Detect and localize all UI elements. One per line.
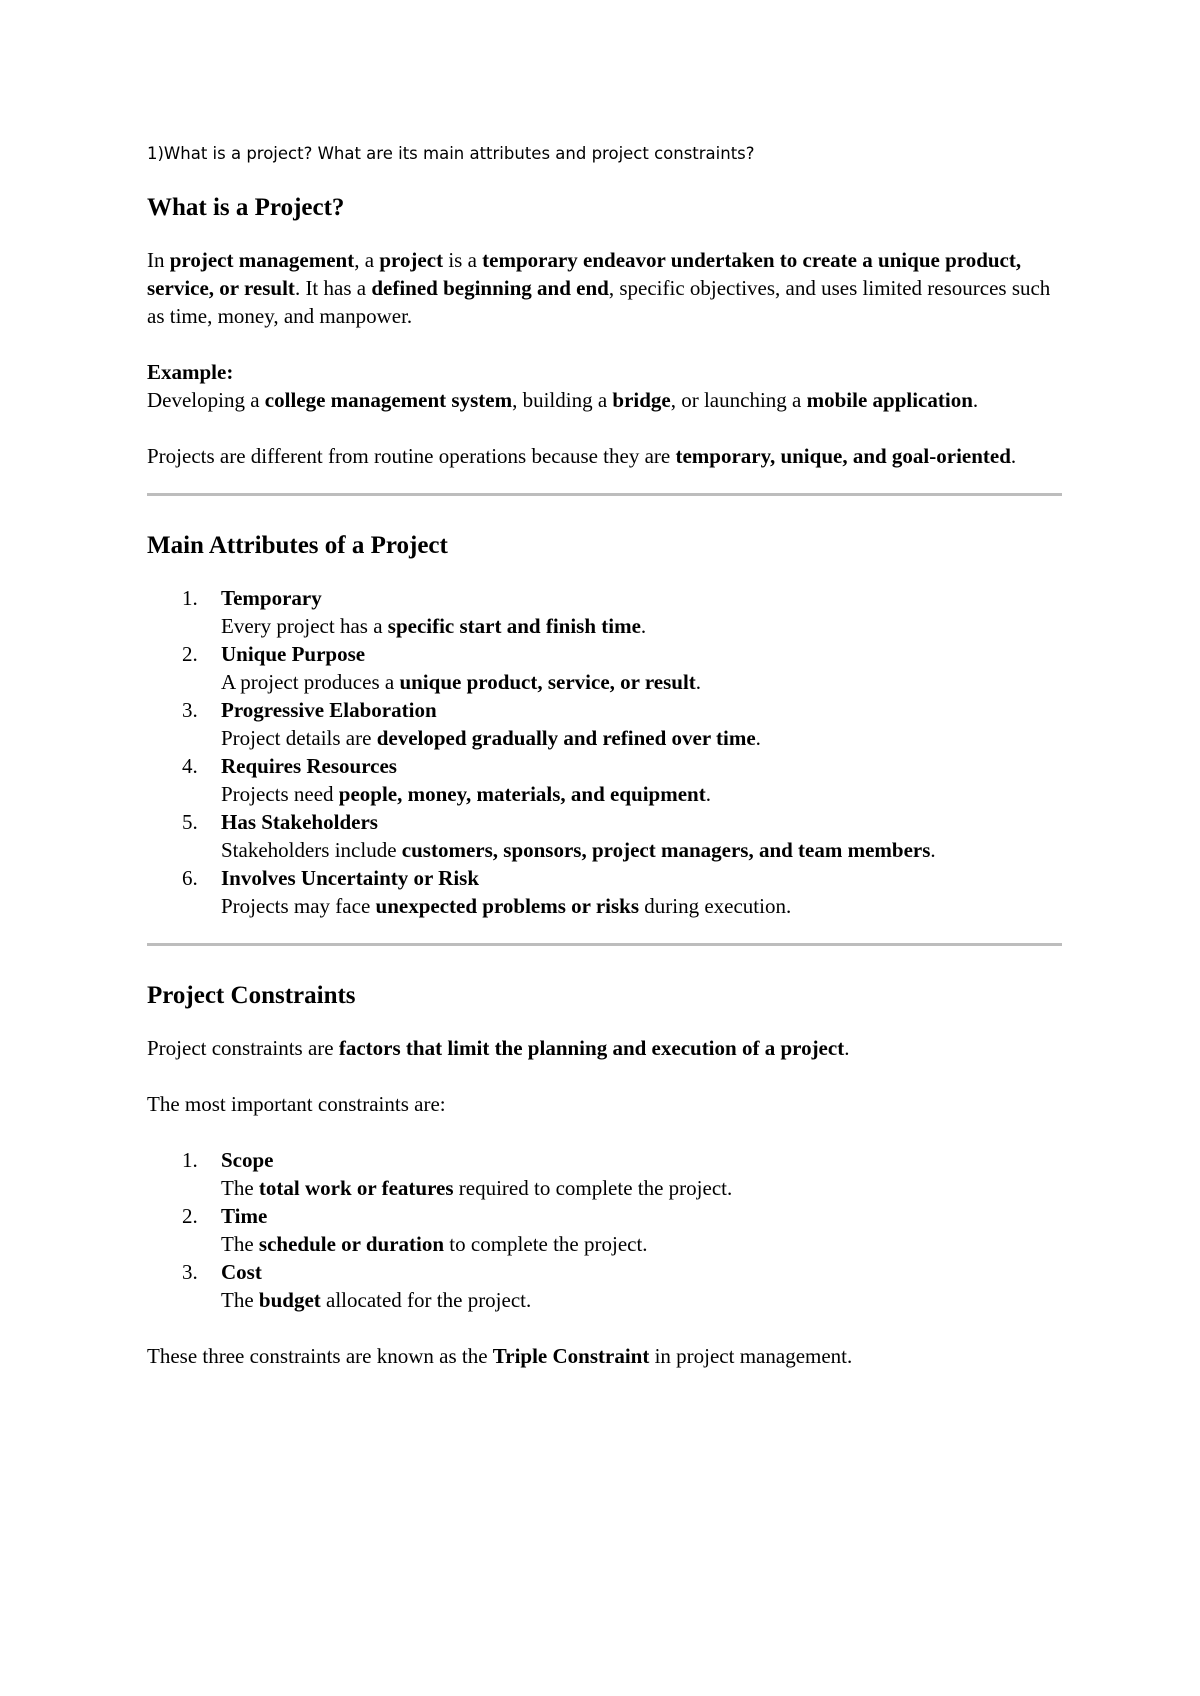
attributes-list — [147, 584, 1067, 920]
list-item: 3. Progressive Elaboration Project details are developed gradually and refined over time. — [182, 698, 761, 750]
list-item: 1. Scope The total work or features required to complete the project. — [182, 1148, 733, 1200]
horizontal-divider — [147, 943, 1062, 946]
project-definition-paragraph: In project management, a project is a temporary endeavor undertaken to create a unique product, service, or result. It has a defined beginning and end, specific objectives, and uses limited resources such as time, money, and manpower. — [147, 248, 1051, 328]
projects-vs-operations-paragraph: Projects are different from routine operations because they are temporary, unique, and goal-oriented. — [147, 444, 1017, 468]
example-paragraph: Developing a college management system, building a bridge, or launching a mobile application. — [147, 388, 979, 412]
list-item: 3. Cost The budget allocated for the project. — [182, 1260, 532, 1312]
example-label: Example: — [147, 360, 234, 384]
horizontal-divider — [147, 493, 1062, 496]
document-body — [147, 142, 1067, 1370]
constraints-list — [147, 1146, 1067, 1314]
heading-project-constraints: Project Constraints — [147, 982, 356, 1009]
list-item: 6. Involves Uncertainty or Risk Projects may face unexpected problems or risks during execution. — [182, 866, 792, 918]
list-item: 2. Unique Purpose A project produces a unique product, service, or result. — [182, 642, 702, 694]
list-item: 2. Time The schedule or duration to complete the project. — [182, 1204, 648, 1256]
heading-main-attributes: Main Attributes of a Project — [147, 532, 448, 559]
question-line: 1)What is a project? What are its main attributes and project constraints? — [147, 144, 755, 163]
triple-constraint-paragraph: These three constraints are known as the Triple Constraint in project management. — [147, 1344, 853, 1368]
constraints-lead-paragraph: The most important constraints are: — [147, 1092, 446, 1116]
constraints-intro-paragraph: Project constraints are factors that limit the planning and execution of a project. — [147, 1036, 850, 1060]
heading-what-is-project: What is a Project? — [147, 194, 345, 221]
list-item: 4. Requires Resources Projects need people, money, materials, and equipment. — [182, 754, 711, 806]
list-item: 1. Temporary Every project has a specific start and finish time. — [182, 586, 647, 638]
list-item: 5. Has Stakeholders Stakeholders include customers, sponsors, project managers, and team members. — [182, 810, 936, 862]
